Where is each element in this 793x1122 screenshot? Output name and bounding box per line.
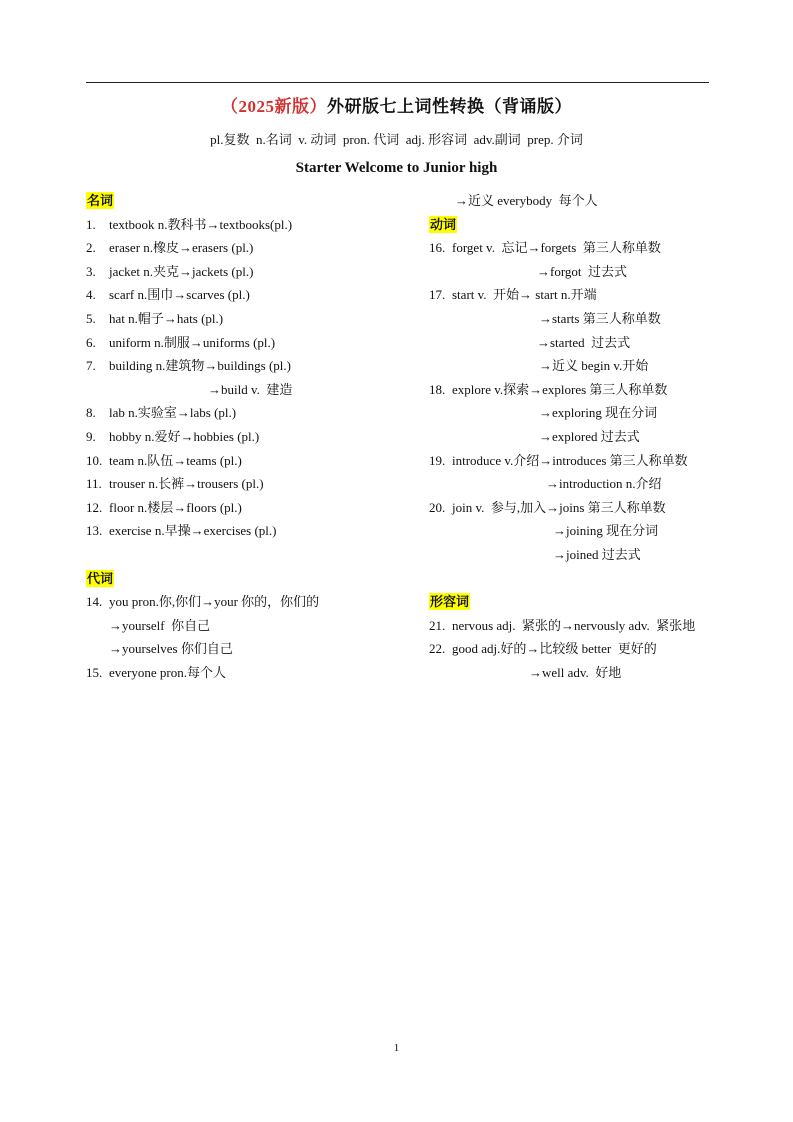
list-item-continuation: →explored 过去式 bbox=[539, 428, 640, 444]
list-item: 1. textbook n.教科书→textbooks(pl.) bbox=[86, 216, 293, 232]
abbreviation-legend: pl.复数 n.名词 v. 动词 pron. 代词 adj. 形容词 adv.副词 prep. 介词 bbox=[210, 132, 583, 147]
list-item: 2. eraser n.橡皮→erasers (pl.) bbox=[86, 240, 254, 256]
list-item: 9. hobby n.爱好→hobbies (pl.) bbox=[86, 428, 260, 444]
left-column bbox=[86, 189, 406, 684]
list-item-continuation: →近义 begin v.开始 bbox=[539, 358, 649, 374]
list-item-continuation: →近义 everybody 每个人 bbox=[455, 193, 598, 208]
list-item: 18. explore v.探索→explores 第三人称单数 bbox=[429, 381, 668, 397]
list-item-continuation: →joined 过去式 bbox=[553, 546, 641, 562]
list-item: 4. scarf n.围巾→scarves (pl.) bbox=[86, 287, 250, 303]
list-item-continuation: →yourself 你自己 bbox=[109, 617, 211, 633]
unit-heading: Starter Welcome to Junior high bbox=[295, 160, 498, 176]
list-item: 8. lab n.实验室→labs (pl.) bbox=[86, 405, 237, 421]
section-heading-verb: 动词 bbox=[430, 216, 457, 232]
title-main: 外研版七上词性转换（背诵版） bbox=[327, 97, 572, 116]
list-item: 21. nervous adj. 紧张的→nervously adv. 紧张地 bbox=[429, 617, 696, 633]
list-item: 13. exercise n.早操→exercises (pl.) bbox=[86, 523, 277, 539]
page-title bbox=[0, 92, 793, 117]
section-heading-adjective: 形容词 bbox=[430, 594, 470, 610]
list-item-continuation: →well adv. 好地 bbox=[529, 664, 622, 680]
list-item: 17. start v. 开始→ start n.开端 bbox=[429, 287, 597, 303]
section-heading-pronoun: 代词 bbox=[87, 570, 114, 586]
list-item: 12. floor n.楼层→floors (pl.) bbox=[86, 499, 242, 515]
section-heading-noun: 名词 bbox=[87, 193, 114, 208]
list-item: 5. hat n.帽子→hats (pl.) bbox=[86, 310, 224, 326]
list-item-continuation: →started 过去式 bbox=[537, 334, 631, 350]
list-item: 6. uniform n.制服→uniforms (pl.) bbox=[86, 334, 276, 350]
list-item-continuation: →introduction n.介绍 bbox=[546, 476, 662, 492]
list-item: 22. good adj.好的→比较级 better 更好的 bbox=[429, 641, 657, 657]
list-item-continuation: →starts 第三人称单数 bbox=[539, 310, 661, 326]
list-item-continuation: →forgot 过去式 bbox=[537, 263, 628, 279]
list-item: 10. team n.队伍→teams (pl.) bbox=[86, 452, 242, 468]
list-item: 7. building n.建筑物→buildings (pl.) bbox=[86, 358, 292, 374]
list-item: 16. forget v. 忘记→forgets 第三人称单数 bbox=[429, 240, 661, 256]
list-item-continuation: →exploring 现在分词 bbox=[539, 405, 658, 421]
top-rule bbox=[86, 82, 709, 83]
list-item: 20. join v. 参与,加入→joins 第三人称单数 bbox=[429, 499, 666, 515]
list-item: 11. trouser n.长裤→trousers (pl.) bbox=[86, 476, 264, 492]
list-item-continuation: →joining 现在分词 bbox=[553, 523, 659, 539]
list-item: 3. jacket n.夹克→jackets (pl.) bbox=[86, 263, 254, 279]
right-column bbox=[429, 189, 729, 684]
page-number: 1 bbox=[393, 1042, 400, 1054]
list-item: 15. everyone pron.每个人 bbox=[86, 664, 226, 680]
title-year-tag: （2025新版） bbox=[221, 97, 327, 116]
list-item-continuation: →build v. 建造 bbox=[208, 381, 293, 397]
list-item-continuation: →yourselves 你们自己 bbox=[109, 641, 233, 657]
list-item: 19. introduce v.介绍→introduces 第三人称单数 bbox=[429, 452, 688, 468]
list-item: 14. you pron.你,你们→your 你的，你们的 bbox=[86, 594, 320, 610]
